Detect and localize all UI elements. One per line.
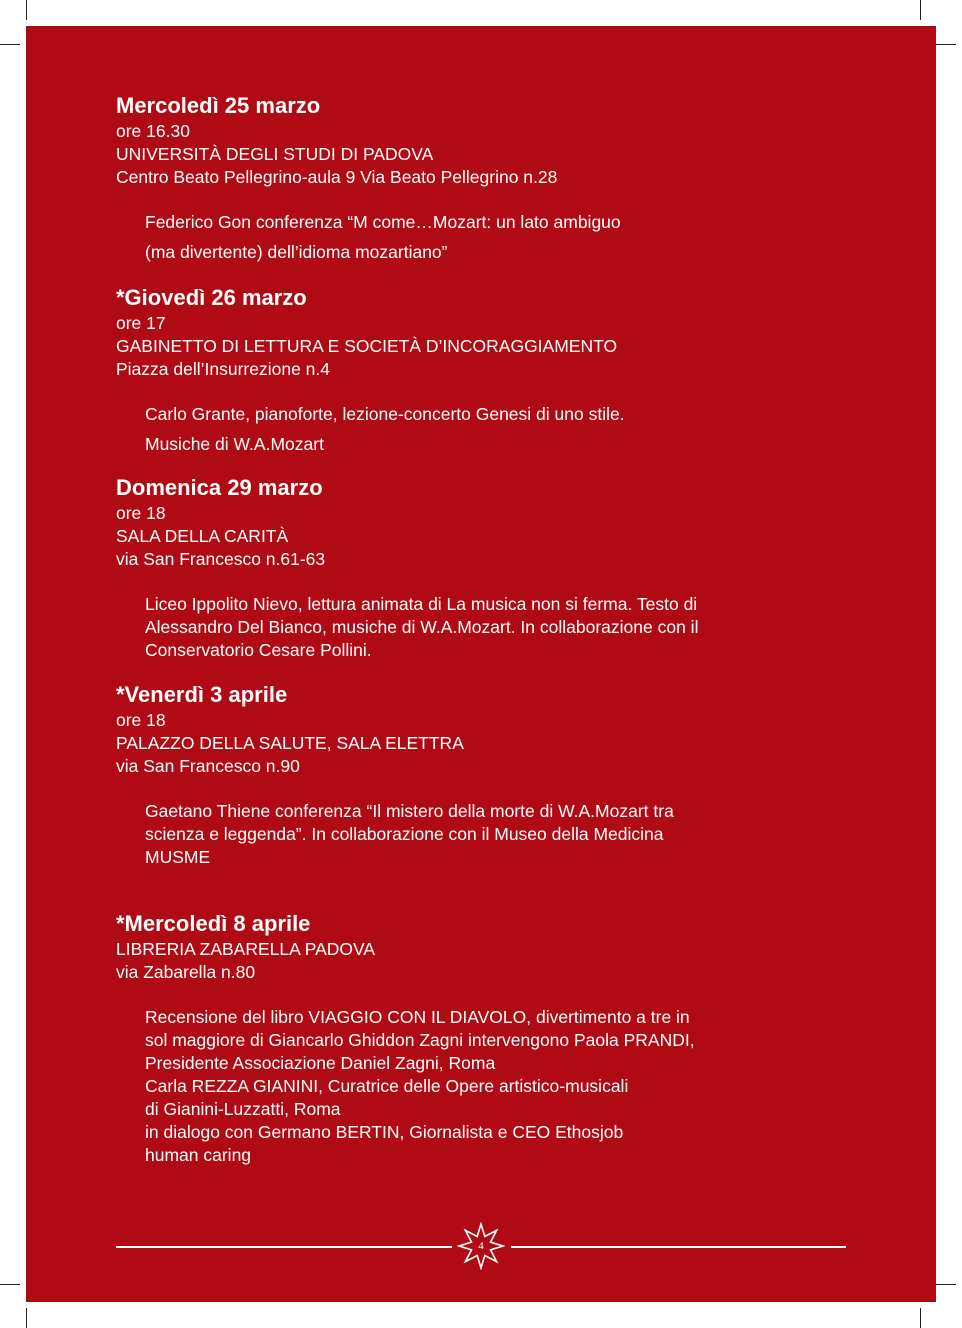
event-block: [116, 683, 836, 869]
description-line: (ma divertente) dell’idioma mozartiano”: [145, 242, 448, 262]
crop-mark: [26, 0, 27, 20]
description-line: MUSME: [145, 847, 211, 867]
event-date: *Venerdì 3 aprile: [116, 682, 288, 707]
description-line: Federico Gon conferenza “M come…Mozart: un lato ambiguo: [145, 212, 621, 232]
crop-mark: [936, 44, 956, 45]
event-venue: GABINETTO DI LETTURA E SOCIETÀ D’INCORAGGIAMENTO: [116, 336, 618, 356]
event-address: Centro Beato Pellegrino-aula 9 Via Beato Pellegrino n.28: [116, 167, 558, 187]
event-time: ore 18: [116, 710, 166, 730]
event-description: [116, 593, 836, 662]
description-line: sol maggiore di Giancarlo Ghiddon Zagni intervengono Paola PRANDI,: [145, 1030, 695, 1050]
event-venue: LIBRERIA ZABARELLA PADOVA: [116, 939, 376, 959]
page-number: 4: [478, 1240, 484, 1252]
event-description: [116, 207, 836, 267]
description-line: Carlo Grante, pianoforte, lezione-concerto Genesi di uno stile.: [145, 404, 625, 424]
crop-mark: [26, 1308, 27, 1328]
event-description: [116, 1006, 836, 1167]
crop-mark: [920, 0, 921, 20]
event-venue: SALA DELLA CARITÀ: [116, 526, 289, 546]
description-line: Musiche di W.A.Mozart: [145, 434, 324, 454]
event-time: ore 16.30: [116, 121, 190, 141]
description-line: Presidente Associazione Daniel Zagni, Roma: [145, 1053, 496, 1073]
event-venue: UNIVERSITÀ DEGLI STUDI DI PADOVA: [116, 144, 434, 164]
event-date: *Giovedì 26 marzo: [116, 285, 307, 310]
event-block: [116, 476, 836, 662]
description-line: Gaetano Thiene conferenza “Il mistero della morte di W.A.Mozart tra: [145, 801, 674, 821]
crop-mark: [0, 1284, 20, 1285]
event-address: via Zabarella n.80: [116, 962, 256, 982]
description-line: Carla REZZA GIANINI, Curatrice delle Opere artistico-musicali: [145, 1076, 629, 1096]
description-line: di Gianini-Luzzatti, Roma: [145, 1099, 341, 1119]
description-line: in dialogo con Germano BERTIN, Giornalista e CEO Ethosjob: [145, 1122, 624, 1142]
event-time: ore 17: [116, 313, 166, 333]
event-block: [116, 286, 836, 459]
footer-rule-left: [116, 1246, 452, 1248]
event-date: Domenica 29 marzo: [116, 475, 323, 500]
event-venue: PALAZZO DELLA SALUTE, SALA ELETTRA: [116, 733, 464, 753]
event-time: ore 18: [116, 503, 166, 523]
event-description: [116, 399, 836, 459]
event-description: [116, 800, 836, 869]
event-block: [116, 94, 836, 267]
event-block: [116, 912, 836, 1167]
description-line: human caring: [145, 1145, 252, 1165]
crop-mark: [936, 1284, 956, 1285]
crop-mark: [920, 1308, 921, 1328]
description-line: scienza e leggenda”. In collaborazione con il Museo della Medicina: [145, 824, 664, 844]
event-address: Piazza dell’Insurrezione n.4: [116, 359, 331, 379]
event-address: via San Francesco n.61-63: [116, 549, 326, 569]
event-date: *Mercoledì 8 aprile: [116, 911, 311, 936]
event-date: Mercoledì 25 marzo: [116, 93, 321, 118]
event-address: via San Francesco n.90: [116, 756, 300, 776]
description-line: Alessandro Del Bianco, musiche di W.A.Mozart. In collaborazione con il: [145, 617, 699, 637]
description-line: Conservatorio Cesare Pollini.: [145, 640, 372, 660]
footer-rule-right: [511, 1246, 846, 1248]
description-line: Liceo Ippolito Nievo, lettura animata di La musica non si ferma. Testo di: [145, 594, 698, 614]
crop-mark: [0, 44, 20, 45]
description-line: Recensione del libro VIAGGIO CON IL DIAVOLO, divertimento a tre in: [145, 1007, 690, 1027]
